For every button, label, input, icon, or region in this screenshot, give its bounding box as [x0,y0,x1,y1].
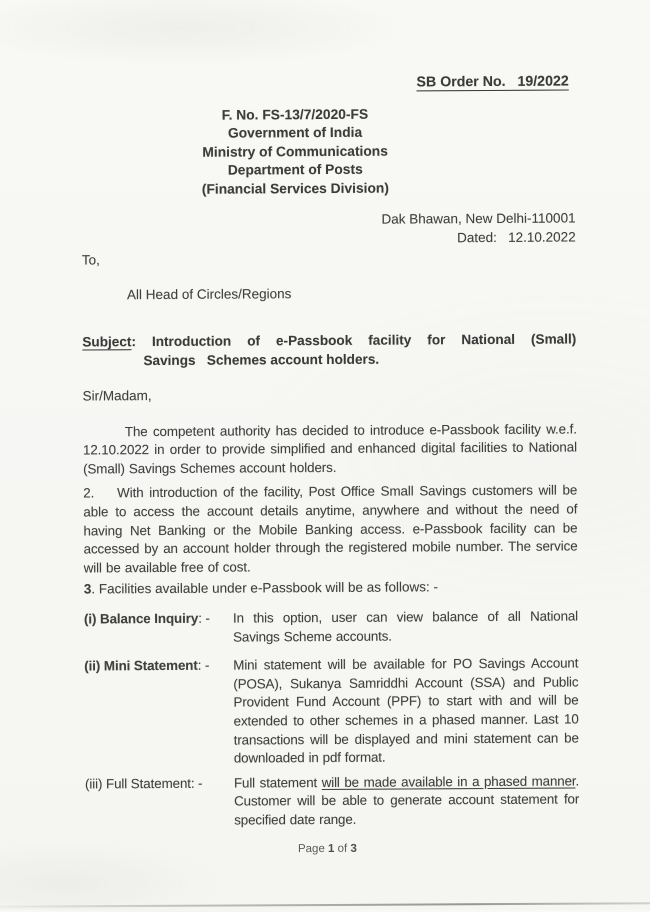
footer-page-word: Page [297,842,329,856]
letterhead [48,105,543,200]
facility-item-balance-inquiry [84,607,578,647]
item-body: In this option, user can view balance of all National Savings Scheme accounts. [232,608,579,645]
subject-line-1 [82,329,576,351]
subject-line-2: Savings Schemes account holders. [143,351,380,369]
subject-block [82,329,576,370]
footer-of-word: of [334,842,351,855]
item-title: Full Statement: - [105,775,203,792]
subject-line-1-rest: : Introduction of e-Passbook facility for National (Small) [131,331,577,350]
letterhead-ministry: Ministry of Communications [202,143,388,160]
salutation: Sir/Madam, [82,388,152,404]
facility-item-full-statement [85,772,579,831]
place-date-block [82,209,576,249]
item-title: Balance Inquiry [99,610,199,627]
paragraph-3-text: . Facilities available under e-Passbook will be as follows: - [91,579,439,597]
item-body: Mini statement will be available for PO Savings Account (POSA), Sukanya Samriddhi Account (SSA) and Public Provident Fund Account (PPF) to start with and will be extended to other schemes in a phased manner. Last 10 transactions will be displayed and mini statement can be downloaded in pdf format. [233,655,579,766]
item-separator: : - [197,657,210,673]
item-marker: (i) [83,611,97,627]
paragraph-1: The competent authority has decided to introduce e-Passbook facility w.e.f. 12.10.2022 in order to provide simplified and enhanced digital facilities to National (Small) Savings Schemes account holders. [82,421,578,477]
item-marker: (iii) [84,776,103,792]
letterhead-department: Department of Posts [227,161,363,178]
sb-order-number: SB Order No. 19/2022 [416,73,569,91]
item-body-post: . Customer will be able to generate account statement for specified date range. [234,773,580,828]
footer-page-number: 1 [327,842,335,855]
item-label [85,774,234,794]
date-line: Dated: 12.10.2022 [457,228,576,245]
subject-label: Subject [82,334,132,350]
to-label: To, [81,252,100,268]
letterhead-government: Government of India [227,125,363,141]
letterhead-division: (Financial Services Division) [201,180,389,197]
item-body-underlined: will be made available in a phased manner [321,773,576,790]
facility-item-mini-statement [84,655,579,770]
page-footer [2,841,650,857]
paragraph-3 [84,578,578,600]
item-body [234,772,579,830]
item-label [84,657,233,677]
item-title: Mini Statement [103,657,198,674]
place-line: Dak Bhawan, New Delhi-110001 [381,210,576,227]
item-marker: (ii) [84,658,101,674]
footer-total-pages: 3 [350,842,357,855]
item-body-pre: Full statement [233,774,322,791]
addressee-line: All Head of Circles/Regions [126,286,292,303]
paragraph-3-number: 3 [83,581,92,597]
paragraph-2: 2. With introduction of the facility, Post Office Small Savings customers will be able to access the account details anytime, anywhere and without the need of having Net Banking or the Mobile Banking access. e-Passbook facility can be accessed by an account holder through the registered mobile number. The service will be available free of cost. [83,482,578,576]
item-separator: : - [198,610,210,626]
letterhead-file-number: F. No. FS-13/7/2020-FS [221,106,369,123]
item-label [84,610,233,630]
